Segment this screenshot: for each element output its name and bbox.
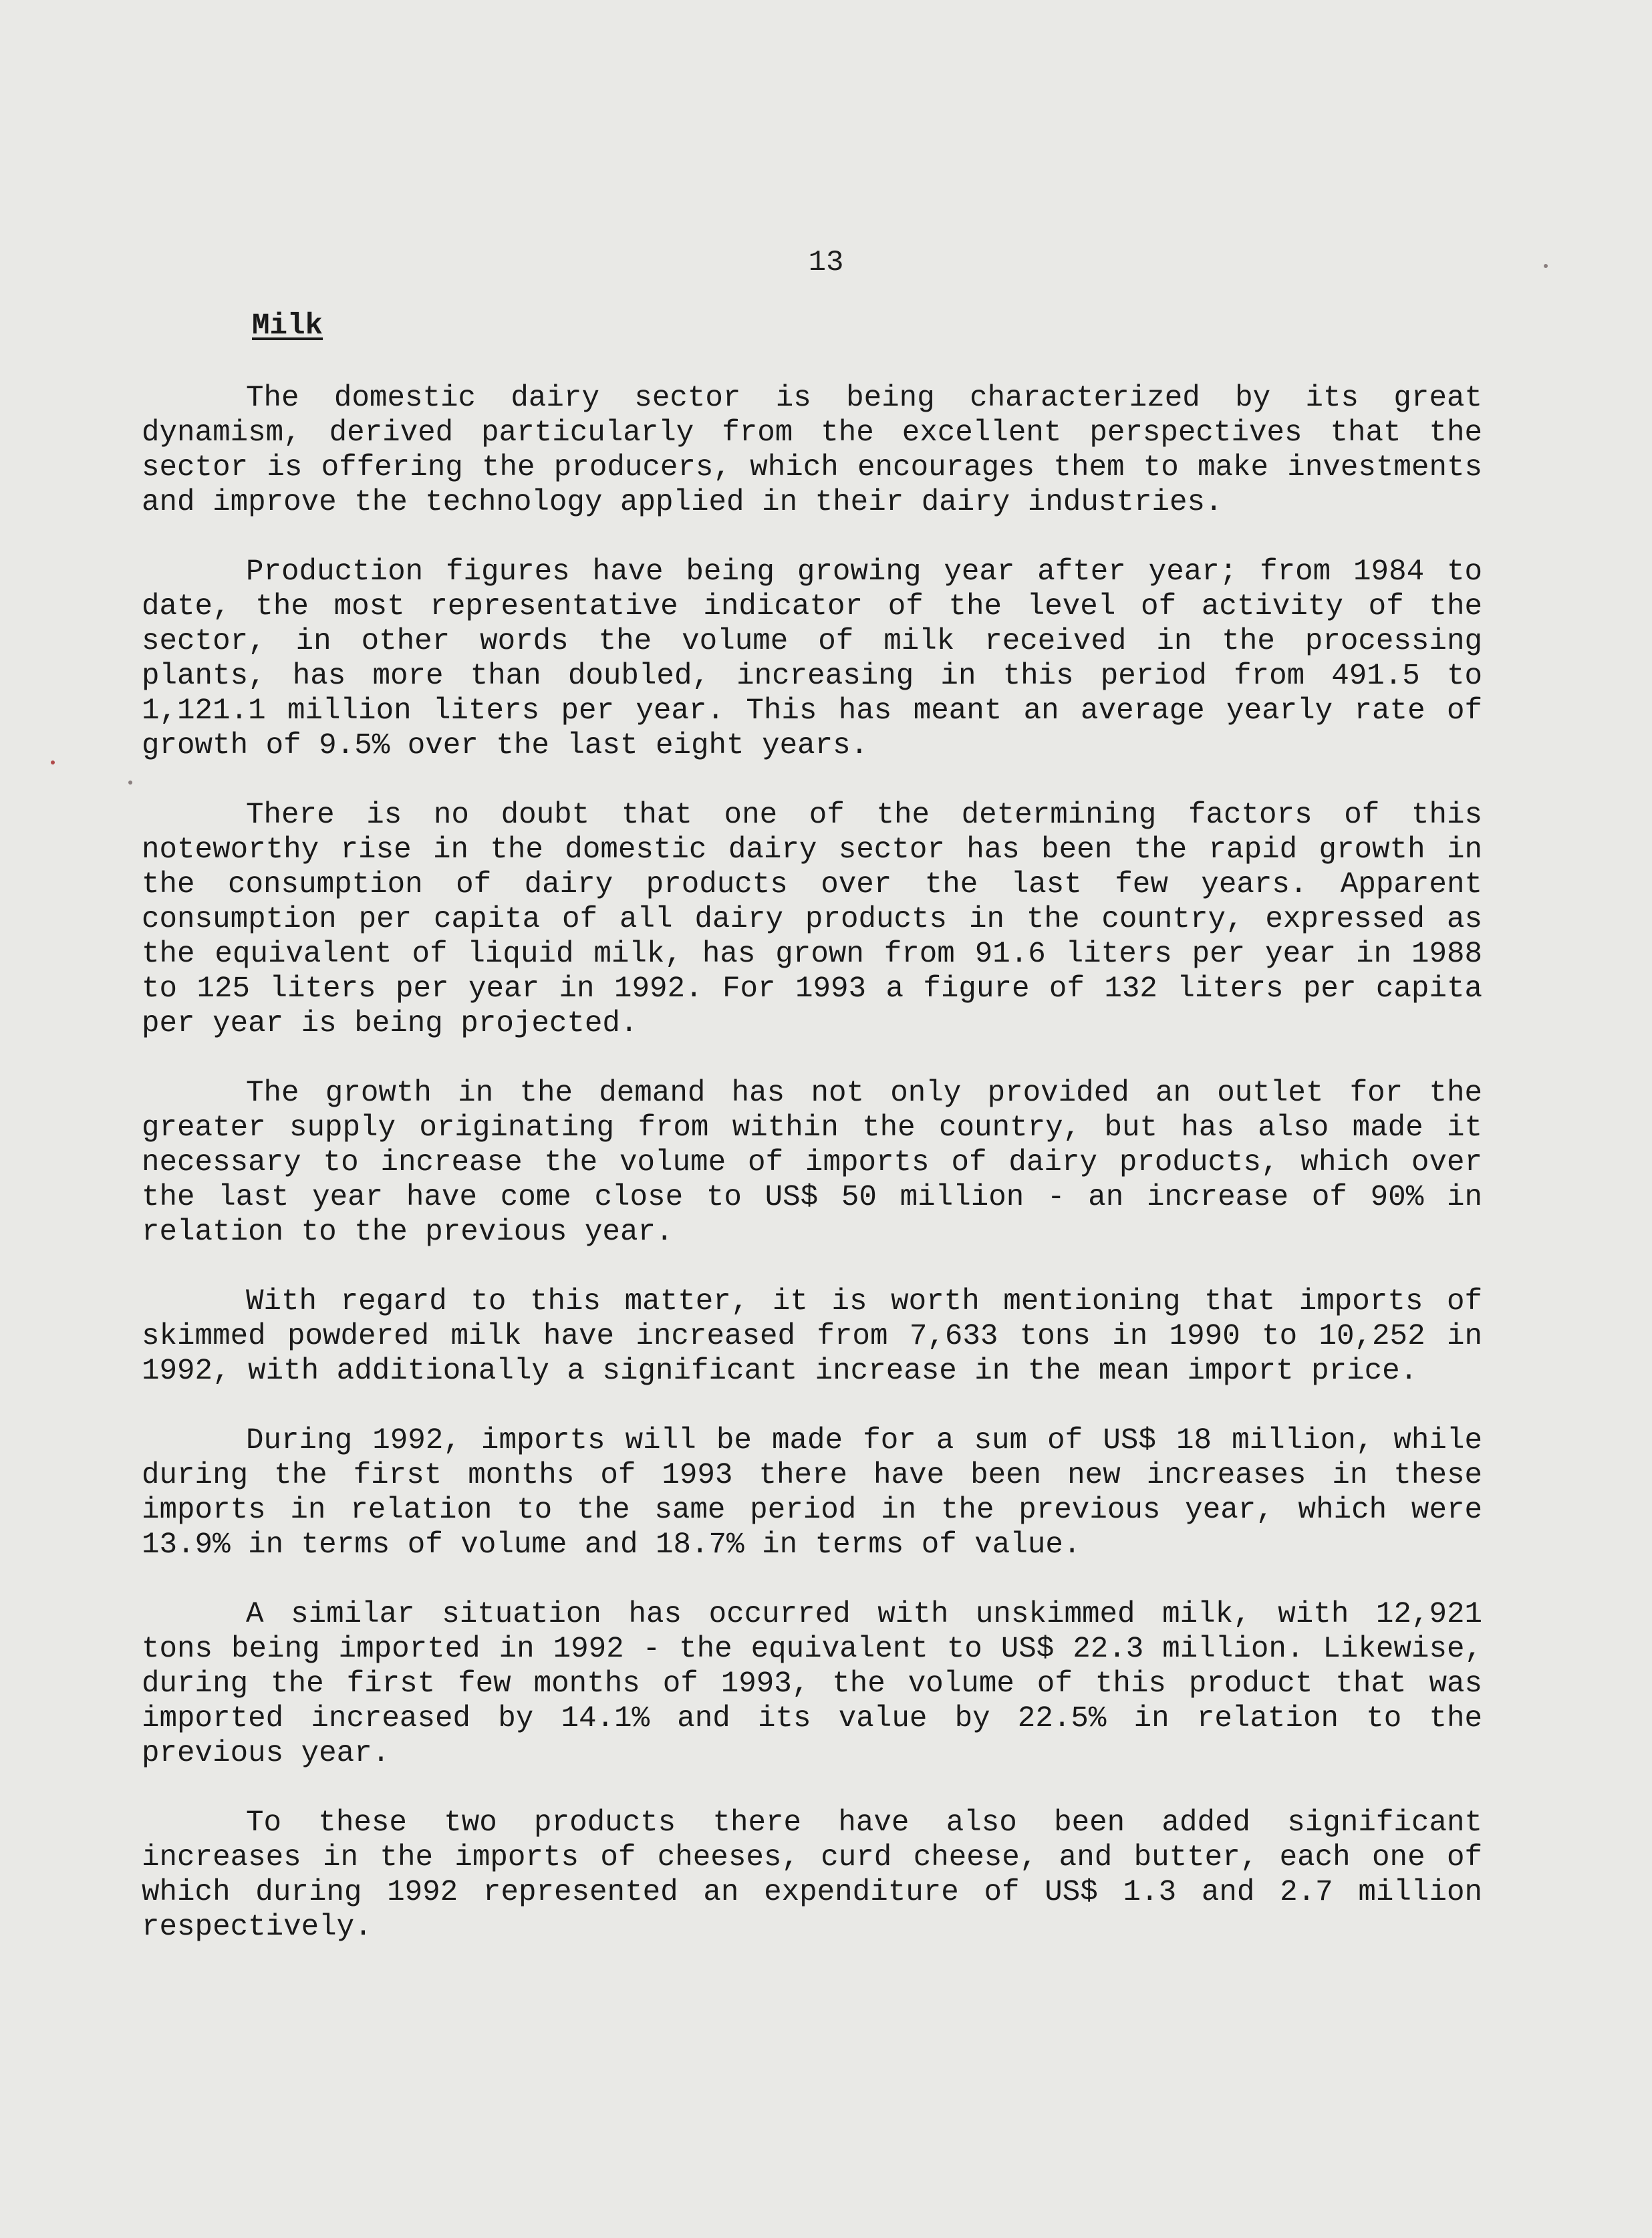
- paper-speck: [51, 760, 55, 764]
- paragraph: A similar situation has occurred with unskimmed milk, with 12,921 tons being imported in 1992 - the equivalent to US$ 22.3 million. Likewise, during the first few months of 1993, the volume of this product that was imported increased by 14.1% and its value by 22.5% in relation to the previous year.: [142, 1598, 1482, 1770]
- paragraph: During 1992, imports will be made for a sum of US$ 18 million, while during the first months of 1993 there have been new increases in these imports in relation to the same period in the previous year, which were 13.9% in terms of volume and 18.7% in terms of value.: [142, 1424, 1482, 1562]
- paragraph: The growth in the demand has not only provided an outlet for the greater supply originating from within the country, but has also made it necessary to increase the volume of imports of dairy products, which over the last year have come close to US$ 50 million - an increase of 90% in relation to the previous year.: [142, 1077, 1482, 1249]
- paragraph: The domestic dairy sector is being characterized by its great dynamism, derived particularly from the excellent perspectives that the sector is offering the producers, which encourages them to make investments and improve the technology applied in their dairy industries.: [142, 382, 1482, 519]
- paper-speck: [128, 781, 132, 785]
- section-heading: Milk: [252, 309, 323, 343]
- paragraph: To these two products there have also been added significant increases in the imports of cheeses, curd cheese, and butter, each one of which during 1992 represented an expenditure of US$ 1.3 and 2.7 million respectively.: [142, 1806, 1482, 1944]
- page-body: [142, 309, 1482, 1945]
- paragraph: Production figures have being growing year after year; from 1984 to date, the most representative indicator of the level of activity of the sector, in other words the volume of milk received in the processing plants, has more than doubled, increasing in this period from 491.5 to 1,121.1 million liters per year. This has meant an average yearly rate of growth of 9.5% over the last eight years.: [142, 555, 1482, 762]
- page-number: 13: [808, 246, 844, 279]
- paragraph: There is no doubt that one of the determining factors of this noteworthy rise in the domestic dairy sector has been the rapid growth in the consumption of dairy products over the last few years. Apparent consumption per capita of all dairy products in the country, expressed as the equivalent of liquid milk, has grown from 91.6 liters per year in 1988 to 125 liters per year in 1992. For 1993 a figure of 132 liters per capita per year is being projected.: [142, 799, 1482, 1040]
- paragraph: With regard to this matter, it is worth mentioning that imports of skimmed powdered milk have increased from 7,633 tons in 1990 to 10,252 in 1992, with additionally a significant increase in the mean import price.: [142, 1285, 1482, 1388]
